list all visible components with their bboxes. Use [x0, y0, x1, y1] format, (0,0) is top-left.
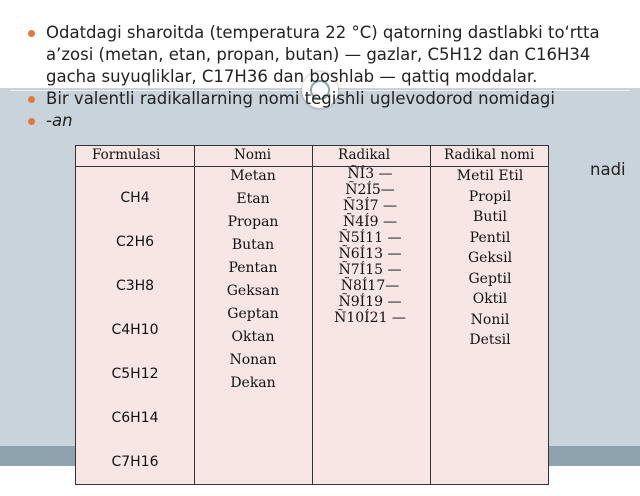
formula-cell: CH4	[120, 190, 150, 206]
bullet-text-tail: nadi	[590, 160, 626, 179]
column-divider	[430, 146, 431, 484]
radical-cell: ÑÍ3 —	[347, 166, 393, 182]
radical-cell: Ñ10Í21 —	[334, 310, 406, 326]
name-cell: Etan	[236, 191, 270, 207]
formula-cell: C7H16	[111, 454, 159, 470]
formula-cell: C6H14	[111, 410, 159, 426]
radical-name-column	[432, 166, 548, 351]
bullet-prefix: -	[46, 111, 52, 130]
radical-cell: Ñ9Í19 —	[338, 294, 402, 310]
name-cell: Geptan	[227, 306, 279, 322]
bullet-list	[22, 22, 622, 132]
radical-cell: Ñ5Í11 —	[338, 230, 402, 246]
radical-column	[320, 166, 420, 326]
name-cell: Geksan	[226, 283, 280, 299]
header-nomi: Nomi	[234, 147, 272, 163]
radical-cell: Ñ6Í13 —	[338, 246, 402, 262]
radical-name-cell: Butil	[473, 209, 507, 225]
bullet-dot-icon	[28, 30, 35, 37]
bullet-item	[22, 22, 606, 88]
radical-name-cell: Geptil	[468, 270, 512, 287]
radical-cell: Ñ3Í7 —	[342, 198, 398, 214]
bullet-text: Bir valentli radikallarning nomi tegishli uglevodorod nomidagi	[46, 89, 555, 108]
radical-name-cell: Metil Etil	[456, 168, 524, 184]
formula-column	[76, 188, 194, 496]
formula-cell: C3H8	[115, 278, 155, 294]
bullet-italic-text: an	[51, 111, 73, 130]
name-cell: Propan	[227, 214, 279, 230]
name-column	[196, 166, 310, 396]
radical-name-cell: Nonil	[470, 311, 510, 328]
name-cell: Metan	[230, 168, 276, 184]
column-divider	[312, 146, 313, 484]
header-radikal-nomi: Radikal nomi	[444, 147, 535, 163]
radical-cell: Ñ4Í9 —	[342, 214, 398, 230]
radical-cell: Ñ2Í5—	[345, 182, 395, 198]
alkane-table	[75, 145, 549, 485]
radical-name-cell: Pentil	[469, 229, 511, 246]
formula-cell: C2H6	[115, 234, 155, 250]
header-radikal: Radikal	[338, 147, 391, 163]
column-divider	[194, 146, 195, 484]
radical-name-cell: Detsil	[469, 332, 511, 348]
bullet-text: Odatdagi sharoitda (temperatura 22 °C) qatorning dastlabki to‘rtta a’zosi (metan, etan, propan, butan) — gazlar, C5H12 dan C16H34 gacha suyuqliklar, C17H36 dan boshlab — qattiq moddalar.	[46, 23, 600, 86]
name-cell: Pentan	[228, 260, 278, 276]
header-formulasi: Formulasi	[92, 147, 161, 163]
name-cell: Oktan	[231, 329, 275, 345]
radical-name-cell: Propil	[468, 188, 512, 205]
radical-name-cell: Oktil	[472, 291, 508, 307]
bullet-item	[22, 88, 566, 110]
name-cell: Butan	[231, 237, 275, 253]
formula-cell: C5H12	[111, 366, 159, 382]
radical-cell: Ñ8Í17—	[340, 278, 400, 294]
name-cell: Dekan	[230, 375, 276, 391]
bullet-item	[22, 110, 622, 132]
name-cell: Nonan	[229, 352, 277, 368]
formula-cell: C4H10	[111, 322, 159, 338]
bullet-dot-icon	[28, 118, 35, 125]
bullet-dot-icon	[28, 96, 35, 103]
radical-name-cell: Geksil	[467, 250, 513, 266]
radical-cell: Ñ7Í15 —	[338, 262, 402, 278]
